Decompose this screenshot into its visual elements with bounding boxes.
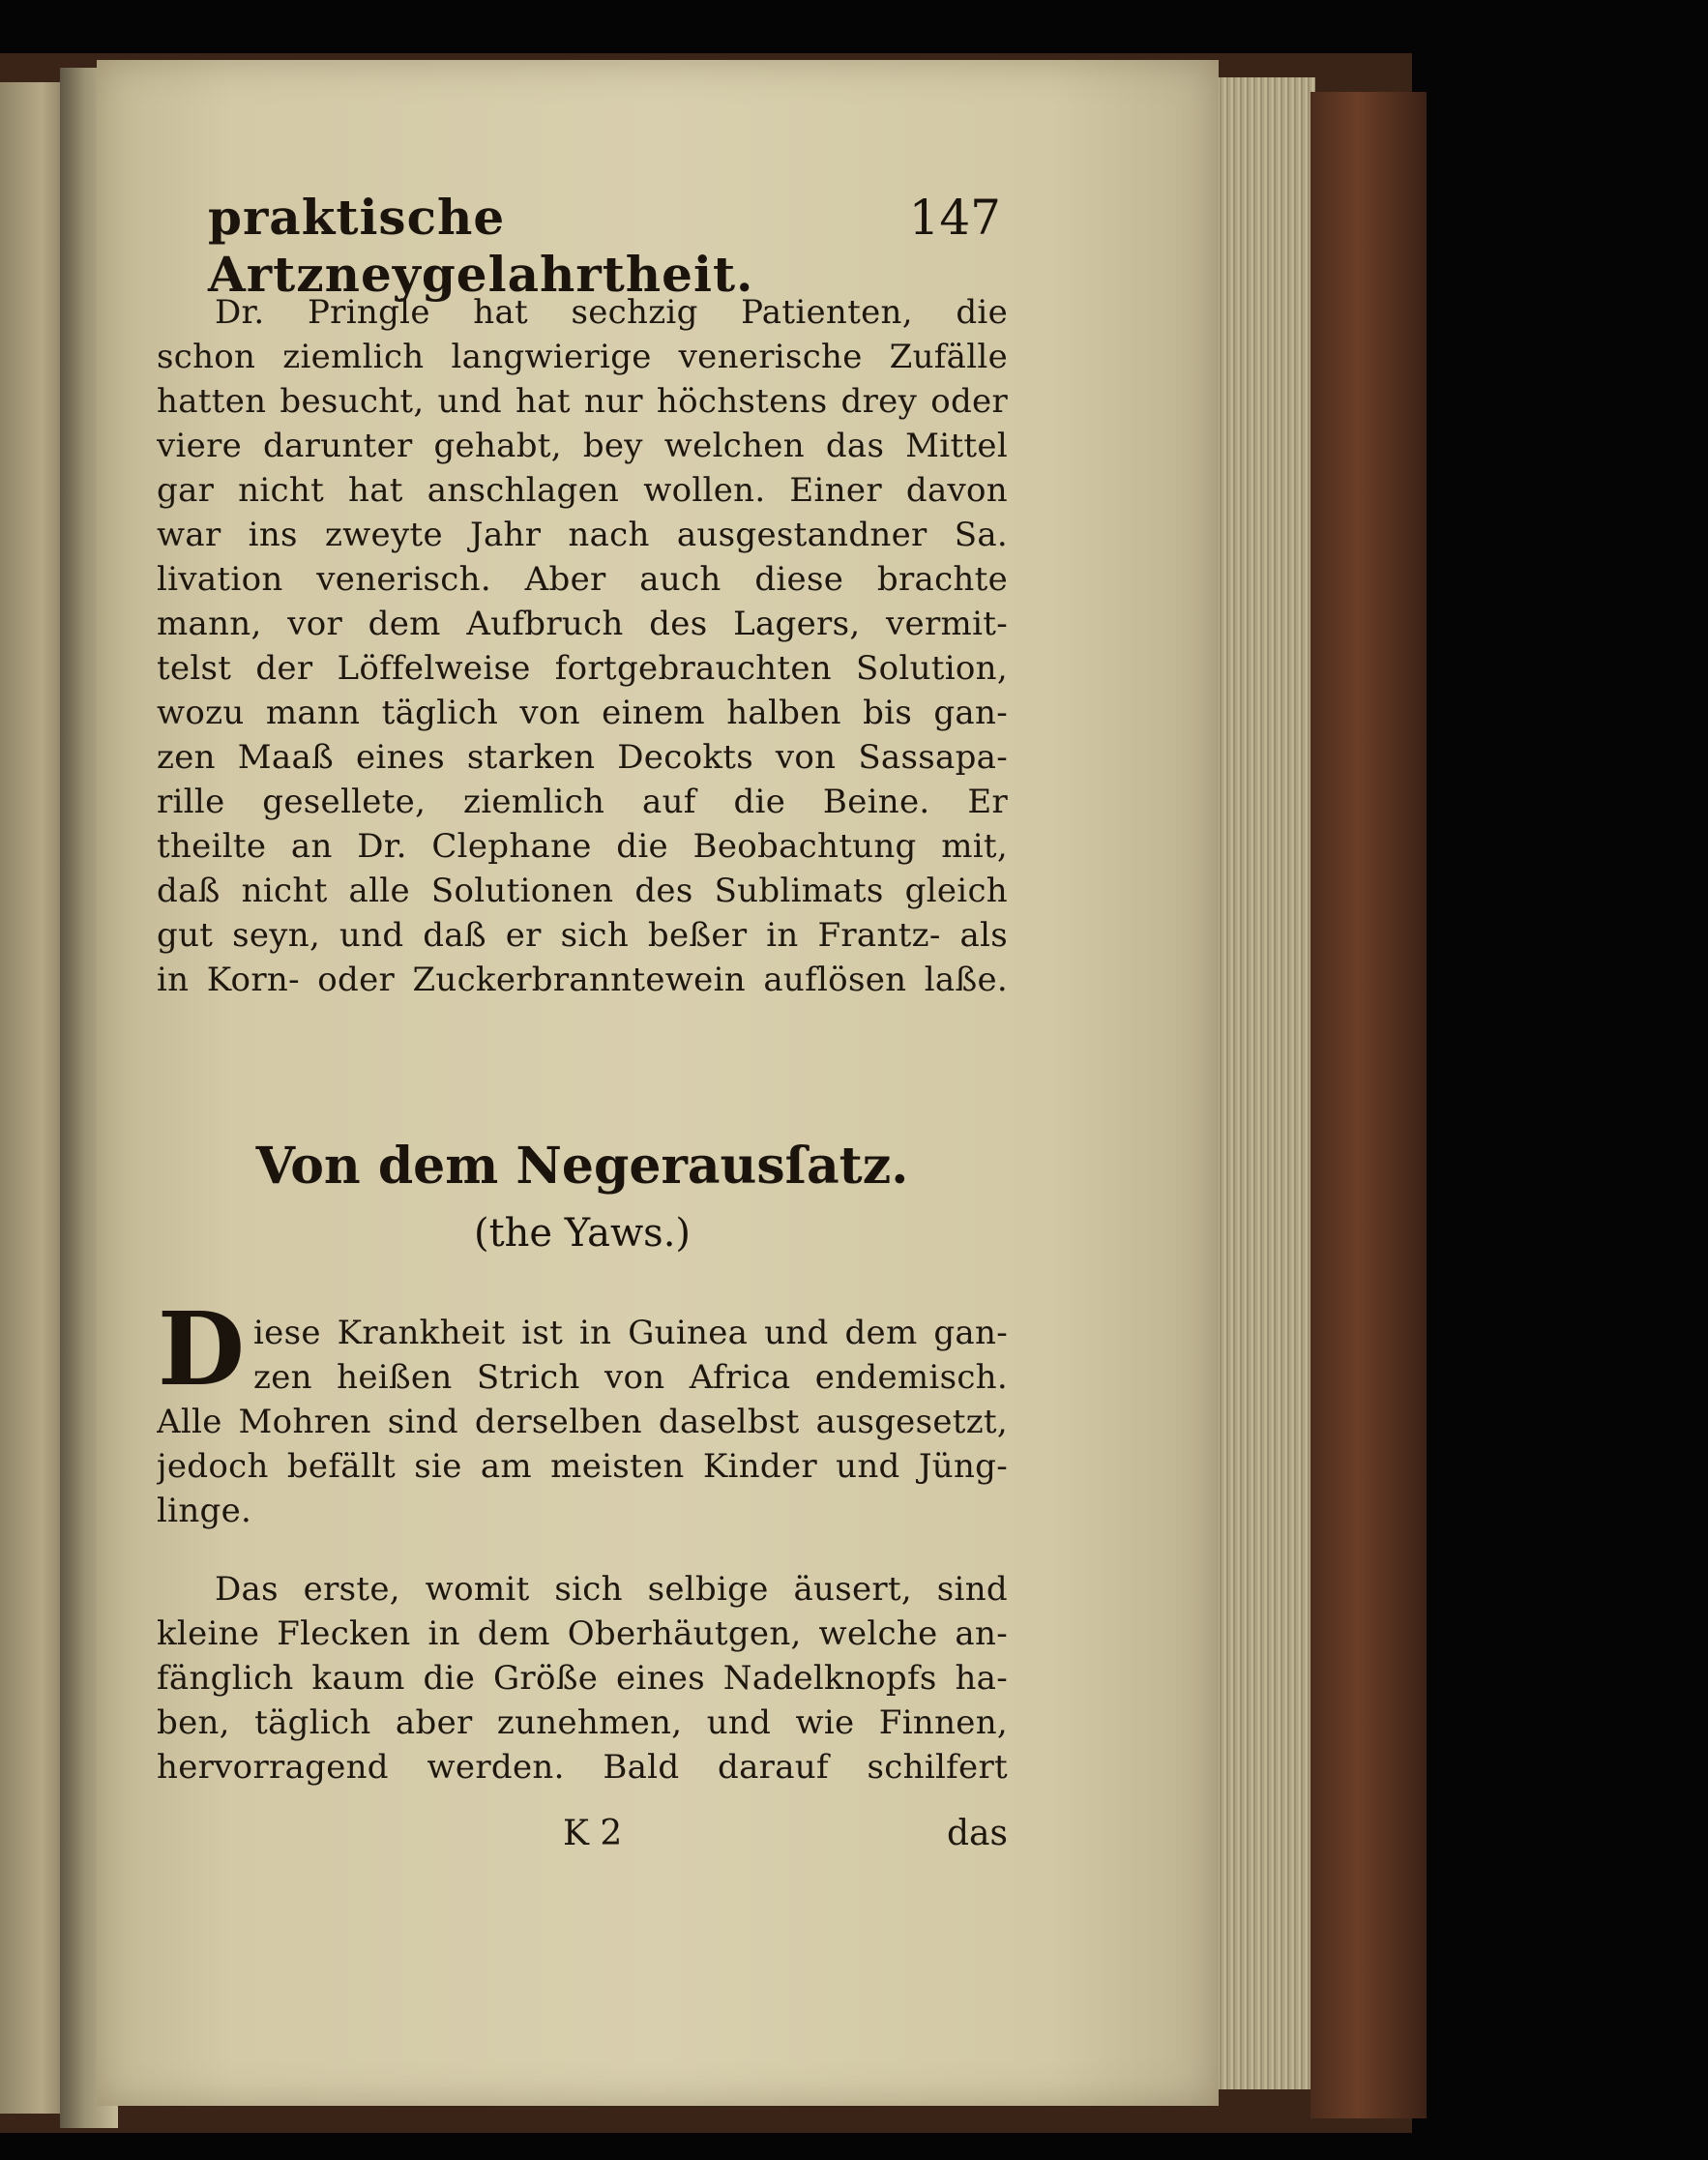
text-line: theilte an Dr. Clephane die Beobachtung mit, (157, 827, 1008, 866)
text-line: iese Krankheit ist in Guinea und dem gan- (253, 1314, 1008, 1352)
text-line: wozu mann täglich von einem halben bis gan- (157, 694, 1008, 732)
text-line: fänglich kaum die Größe eines Nadelknopfs ha- (157, 1659, 1008, 1698)
section-heading: Von dem Negerausſatz. (255, 1137, 909, 1196)
text-line: gar nicht hat anschlagen wollen. Einer davon (157, 471, 1008, 510)
text-line: mann, vor dem Aufbruch des Lagers, vermit- (157, 605, 1008, 643)
text-line: in Korn- oder Zuckerbranntewein auflösen laße. (157, 961, 1008, 999)
text-line: hervorragend werden. Bald darauf schilfert (157, 1748, 1008, 1787)
paragraph-pringle (157, 290, 1008, 1002)
text-line: ben, täglich aber zunehmen, und wie Finnen, (157, 1703, 1008, 1742)
page-number: 147 (908, 190, 1001, 246)
text-line: livation venerisch. Aber auch diese brachte (157, 560, 1008, 599)
text-line: linge. (157, 1492, 252, 1530)
text-line: gut seyn, und daß er sich beßer in Frantz- als (157, 916, 1008, 955)
text-line: zen Maaß eines starken Decokts von Sassapa- (157, 738, 1008, 777)
page-footer (157, 1814, 1008, 1862)
text-line: hatten besucht, und hat nur höchstens drey oder (157, 382, 1008, 421)
text-line: Das erste, womit sich selbige äusert, sind (215, 1570, 1008, 1609)
running-title: praktische Artzneygelahrtheit. (208, 189, 754, 303)
text-line: jedoch befällt sie am meisten Kinder und Jüng- (157, 1447, 1008, 1486)
text-line: rille gesellete, ziemlich auf die Beine. Er (157, 783, 1008, 821)
catchword: das (947, 1814, 1008, 1853)
text-line: telst der Löffelweise fortgebrauchten Solution, (157, 649, 1008, 688)
text-line: kleine Flecken in dem Oberhäutgen, welche an- (157, 1614, 1008, 1653)
paragraph-symptoms (157, 1567, 1008, 1790)
page-fore-edge (1209, 77, 1315, 2089)
section-subheading: (the Yaws.) (473, 1211, 692, 1256)
drop-cap: D (157, 1289, 246, 1408)
text-line: schon ziemlich langwierige venerische Zufälle (157, 338, 1008, 376)
text-line: daß nicht alle Solutionen des Sublimats gleich (157, 872, 1008, 910)
signature-mark: K 2 (563, 1814, 623, 1853)
text-line: war ins zweyte Jahr nach ausgestandner Sa. (157, 516, 1008, 554)
paragraph-yaws-intro (157, 1311, 1008, 1533)
text-line: viere darunter gehabt, bey welchen das Mittel (157, 427, 1008, 465)
back-cover-edge (1310, 92, 1427, 2118)
text-line: zen heißen Strich von Africa endemisch. (253, 1358, 1008, 1397)
text-line: Dr. Pringle hat sechzig Patienten, die (215, 293, 1008, 332)
text-line: Alle Mohren sind derselben daselbst ausgesetzt, (157, 1403, 1008, 1441)
running-head (208, 189, 1001, 303)
